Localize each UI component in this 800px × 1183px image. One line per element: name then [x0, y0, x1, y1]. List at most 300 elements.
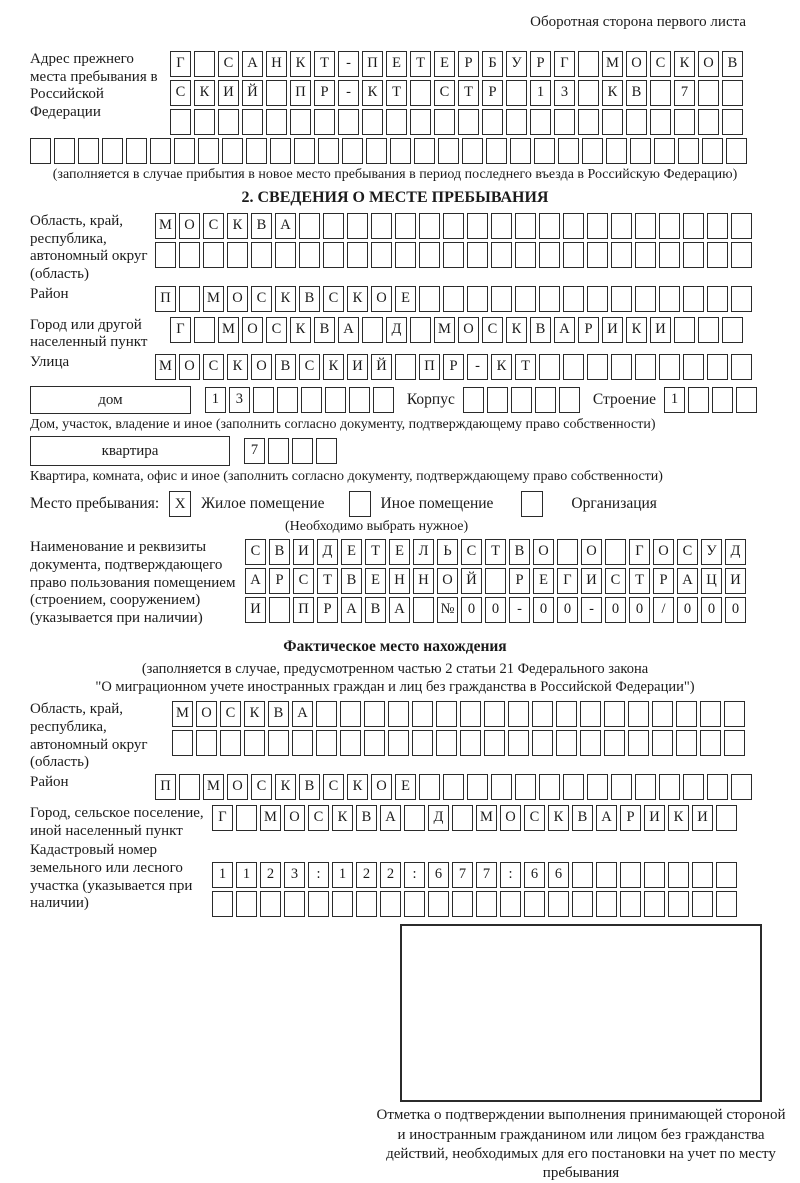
char-cell[interactable]: К: [332, 805, 353, 831]
char-cell[interactable]: [582, 138, 603, 164]
char-cell[interactable]: Т: [629, 568, 650, 594]
char-cell[interactable]: [587, 286, 608, 312]
char-cell[interactable]: [683, 354, 704, 380]
char-cell[interactable]: И: [602, 317, 623, 343]
char-cell[interactable]: [266, 80, 287, 106]
char-cell[interactable]: [260, 891, 281, 917]
char-cell[interactable]: К: [275, 286, 296, 312]
char-cell[interactable]: [395, 213, 416, 239]
house-field-box[interactable]: дом: [30, 386, 191, 414]
char-cell[interactable]: [700, 701, 721, 727]
char-cell[interactable]: В: [269, 539, 290, 565]
char-cell[interactable]: [172, 730, 193, 756]
char-cell[interactable]: -: [509, 597, 530, 623]
char-cell[interactable]: [676, 730, 697, 756]
char-cell[interactable]: Й: [371, 354, 392, 380]
char-cell[interactable]: [325, 387, 346, 413]
char-cell[interactable]: [557, 539, 578, 565]
char-cell[interactable]: О: [284, 805, 305, 831]
char-cell[interactable]: [506, 109, 527, 135]
char-cell[interactable]: [578, 109, 599, 135]
char-cell[interactable]: [724, 730, 745, 756]
char-cell[interactable]: [438, 138, 459, 164]
char-cell[interactable]: Т: [515, 354, 536, 380]
char-cell[interactable]: [388, 701, 409, 727]
char-cell[interactable]: Й: [242, 80, 263, 106]
char-cell[interactable]: 3: [229, 387, 250, 413]
char-cell[interactable]: [587, 213, 608, 239]
char-cell[interactable]: И: [725, 568, 746, 594]
char-cell[interactable]: [410, 109, 431, 135]
char-cell[interactable]: Р: [509, 568, 530, 594]
char-cell[interactable]: [404, 891, 425, 917]
char-cell[interactable]: 3: [554, 80, 575, 106]
char-cell[interactable]: [580, 701, 601, 727]
char-cell[interactable]: [290, 109, 311, 135]
char-cell[interactable]: Д: [317, 539, 338, 565]
char-cell[interactable]: [611, 286, 632, 312]
char-cell[interactable]: В: [572, 805, 593, 831]
char-cell[interactable]: 0: [485, 597, 506, 623]
char-cell[interactable]: [683, 213, 704, 239]
char-cell[interactable]: [443, 213, 464, 239]
char-cell[interactable]: [404, 805, 425, 831]
char-cell[interactable]: [212, 891, 233, 917]
char-cell[interactable]: [532, 730, 553, 756]
char-cell[interactable]: П: [155, 286, 176, 312]
char-cell[interactable]: [707, 286, 728, 312]
char-cell[interactable]: [539, 286, 560, 312]
char-cell[interactable]: Н: [389, 568, 410, 594]
char-cell[interactable]: [194, 317, 215, 343]
char-cell[interactable]: [443, 242, 464, 268]
char-cell[interactable]: О: [437, 568, 458, 594]
char-cell[interactable]: [635, 242, 656, 268]
char-cell[interactable]: О: [698, 51, 719, 77]
char-cell[interactable]: [54, 138, 75, 164]
char-cell[interactable]: В: [509, 539, 530, 565]
char-cell[interactable]: [386, 109, 407, 135]
char-cell[interactable]: А: [596, 805, 617, 831]
char-cell[interactable]: [659, 213, 680, 239]
char-cell[interactable]: [611, 774, 632, 800]
char-cell[interactable]: [668, 862, 689, 888]
char-cell[interactable]: [236, 891, 257, 917]
char-cell[interactable]: М: [203, 774, 224, 800]
char-cell[interactable]: [246, 138, 267, 164]
char-cell[interactable]: С: [650, 51, 671, 77]
char-cell[interactable]: В: [275, 354, 296, 380]
char-cell[interactable]: [722, 317, 743, 343]
char-cell[interactable]: 0: [605, 597, 626, 623]
char-cell[interactable]: Т: [317, 568, 338, 594]
char-cell[interactable]: 6: [548, 862, 569, 888]
char-cell[interactable]: [269, 597, 290, 623]
char-cell[interactable]: №: [437, 597, 458, 623]
char-cell[interactable]: М: [476, 805, 497, 831]
char-cell[interactable]: К: [290, 51, 311, 77]
char-cell[interactable]: [462, 138, 483, 164]
char-cell[interactable]: 1: [236, 862, 257, 888]
char-cell[interactable]: К: [674, 51, 695, 77]
char-cell[interactable]: [419, 286, 440, 312]
char-cell[interactable]: [340, 730, 361, 756]
char-cell[interactable]: [580, 730, 601, 756]
char-cell[interactable]: А: [242, 51, 263, 77]
char-cell[interactable]: Т: [458, 80, 479, 106]
char-cell[interactable]: [299, 242, 320, 268]
char-cell[interactable]: М: [218, 317, 239, 343]
char-cell[interactable]: К: [347, 286, 368, 312]
char-cell[interactable]: О: [626, 51, 647, 77]
char-cell[interactable]: [428, 891, 449, 917]
char-cell[interactable]: [724, 701, 745, 727]
char-cell[interactable]: [316, 701, 337, 727]
char-cell[interactable]: [587, 774, 608, 800]
char-cell[interactable]: [635, 354, 656, 380]
char-cell[interactable]: О: [179, 354, 200, 380]
char-cell[interactable]: [556, 730, 577, 756]
char-cell[interactable]: [698, 317, 719, 343]
char-cell[interactable]: В: [365, 597, 386, 623]
char-cell[interactable]: [510, 138, 531, 164]
char-cell[interactable]: [220, 730, 241, 756]
char-cell[interactable]: М: [155, 354, 176, 380]
char-cell[interactable]: О: [196, 701, 217, 727]
char-cell[interactable]: А: [292, 701, 313, 727]
char-cell[interactable]: [349, 387, 370, 413]
char-cell[interactable]: [731, 242, 752, 268]
char-cell[interactable]: [314, 109, 335, 135]
char-cell[interactable]: [606, 138, 627, 164]
char-cell[interactable]: [362, 109, 383, 135]
char-cell[interactable]: 6: [428, 862, 449, 888]
char-cell[interactable]: [487, 387, 508, 413]
char-cell[interactable]: [316, 730, 337, 756]
char-cell[interactable]: И: [218, 80, 239, 106]
char-cell[interactable]: [683, 774, 704, 800]
char-cell[interactable]: :: [308, 862, 329, 888]
char-cell[interactable]: 0: [629, 597, 650, 623]
char-cell[interactable]: [236, 805, 257, 831]
char-cell[interactable]: [511, 387, 532, 413]
char-cell[interactable]: С: [251, 286, 272, 312]
char-cell[interactable]: [467, 774, 488, 800]
char-cell[interactable]: [659, 286, 680, 312]
char-cell[interactable]: [485, 568, 506, 594]
char-cell[interactable]: [412, 701, 433, 727]
char-cell[interactable]: 7: [452, 862, 473, 888]
char-cell[interactable]: М: [155, 213, 176, 239]
char-cell[interactable]: [515, 213, 536, 239]
char-cell[interactable]: [371, 213, 392, 239]
char-cell[interactable]: [731, 286, 752, 312]
char-cell[interactable]: К: [194, 80, 215, 106]
char-cell[interactable]: И: [293, 539, 314, 565]
char-cell[interactable]: [556, 701, 577, 727]
char-cell[interactable]: [277, 387, 298, 413]
char-cell[interactable]: [596, 862, 617, 888]
char-cell[interactable]: О: [458, 317, 479, 343]
char-cell[interactable]: [722, 80, 743, 106]
char-cell[interactable]: [628, 701, 649, 727]
char-cell[interactable]: Е: [395, 774, 416, 800]
char-cell[interactable]: С: [461, 539, 482, 565]
char-cell[interactable]: [548, 891, 569, 917]
char-cell[interactable]: К: [275, 774, 296, 800]
char-cell[interactable]: [539, 774, 560, 800]
char-cell[interactable]: [102, 138, 123, 164]
char-cell[interactable]: [196, 730, 217, 756]
char-cell[interactable]: О: [371, 774, 392, 800]
char-cell[interactable]: [635, 774, 656, 800]
char-cell[interactable]: [460, 701, 481, 727]
char-cell[interactable]: -: [581, 597, 602, 623]
char-cell[interactable]: [692, 891, 713, 917]
char-cell[interactable]: [524, 891, 545, 917]
char-cell[interactable]: [731, 213, 752, 239]
char-cell[interactable]: [323, 242, 344, 268]
char-cell[interactable]: В: [251, 213, 272, 239]
char-cell[interactable]: [707, 242, 728, 268]
char-cell[interactable]: [707, 213, 728, 239]
char-cell[interactable]: И: [245, 597, 266, 623]
char-cell[interactable]: [674, 317, 695, 343]
char-cell[interactable]: [467, 213, 488, 239]
char-cell[interactable]: [484, 701, 505, 727]
char-cell[interactable]: С: [299, 354, 320, 380]
char-cell[interactable]: [371, 242, 392, 268]
char-cell[interactable]: 2: [260, 862, 281, 888]
char-cell[interactable]: [419, 213, 440, 239]
char-cell[interactable]: С: [266, 317, 287, 343]
char-cell[interactable]: [412, 730, 433, 756]
char-cell[interactable]: [644, 862, 665, 888]
char-cell[interactable]: 3: [284, 862, 305, 888]
char-cell[interactable]: [366, 138, 387, 164]
char-cell[interactable]: 1: [205, 387, 226, 413]
char-cell[interactable]: А: [275, 213, 296, 239]
char-cell[interactable]: [388, 730, 409, 756]
char-cell[interactable]: Р: [269, 568, 290, 594]
char-cell[interactable]: [716, 862, 737, 888]
char-cell[interactable]: Д: [725, 539, 746, 565]
char-cell[interactable]: [604, 730, 625, 756]
char-cell[interactable]: [515, 286, 536, 312]
stay-type-checkbox-organization[interactable]: [521, 491, 543, 517]
char-cell[interactable]: [463, 387, 484, 413]
char-cell[interactable]: [30, 138, 51, 164]
char-cell[interactable]: Р: [458, 51, 479, 77]
char-cell[interactable]: [436, 730, 457, 756]
char-cell[interactable]: [683, 286, 704, 312]
char-cell[interactable]: [338, 109, 359, 135]
char-cell[interactable]: П: [419, 354, 440, 380]
char-cell[interactable]: Р: [317, 597, 338, 623]
char-cell[interactable]: Р: [620, 805, 641, 831]
char-cell[interactable]: Ц: [701, 568, 722, 594]
char-cell[interactable]: [698, 80, 719, 106]
char-cell[interactable]: [395, 354, 416, 380]
char-cell[interactable]: [458, 109, 479, 135]
char-cell[interactable]: :: [404, 862, 425, 888]
char-cell[interactable]: Г: [629, 539, 650, 565]
char-cell[interactable]: [380, 891, 401, 917]
char-cell[interactable]: [532, 701, 553, 727]
char-cell[interactable]: [491, 774, 512, 800]
char-cell[interactable]: [578, 51, 599, 77]
char-cell[interactable]: [373, 387, 394, 413]
char-cell[interactable]: [611, 213, 632, 239]
stay-type-checkbox-residential[interactable]: X: [169, 491, 191, 517]
char-cell[interactable]: [419, 242, 440, 268]
char-cell[interactable]: [563, 774, 584, 800]
char-cell[interactable]: [294, 138, 315, 164]
char-cell[interactable]: [460, 730, 481, 756]
char-cell[interactable]: Е: [533, 568, 554, 594]
char-cell[interactable]: Е: [389, 539, 410, 565]
char-cell[interactable]: К: [506, 317, 527, 343]
char-cell[interactable]: С: [482, 317, 503, 343]
char-cell[interactable]: [342, 138, 363, 164]
char-cell[interactable]: [268, 438, 289, 464]
char-cell[interactable]: [476, 891, 497, 917]
char-cell[interactable]: -: [467, 354, 488, 380]
char-cell[interactable]: [716, 891, 737, 917]
char-cell[interactable]: [596, 891, 617, 917]
char-cell[interactable]: [332, 891, 353, 917]
char-cell[interactable]: [539, 354, 560, 380]
char-cell[interactable]: А: [338, 317, 359, 343]
char-cell[interactable]: О: [500, 805, 521, 831]
char-cell[interactable]: [700, 730, 721, 756]
char-cell[interactable]: В: [341, 568, 362, 594]
char-cell[interactable]: [198, 138, 219, 164]
char-cell[interactable]: Г: [170, 51, 191, 77]
char-cell[interactable]: [323, 213, 344, 239]
char-cell[interactable]: Р: [653, 568, 674, 594]
char-cell[interactable]: В: [314, 317, 335, 343]
char-cell[interactable]: [362, 317, 383, 343]
char-cell[interactable]: В: [626, 80, 647, 106]
char-cell[interactable]: 0: [461, 597, 482, 623]
char-cell[interactable]: 1: [664, 387, 685, 413]
char-cell[interactable]: [78, 138, 99, 164]
char-cell[interactable]: Р: [530, 51, 551, 77]
char-cell[interactable]: [316, 438, 337, 464]
char-cell[interactable]: М: [172, 701, 193, 727]
char-cell[interactable]: 0: [701, 597, 722, 623]
char-cell[interactable]: П: [362, 51, 383, 77]
char-cell[interactable]: [654, 138, 675, 164]
char-cell[interactable]: [674, 109, 695, 135]
char-cell[interactable]: К: [244, 701, 265, 727]
char-cell[interactable]: [722, 109, 743, 135]
char-cell[interactable]: О: [653, 539, 674, 565]
char-cell[interactable]: [194, 51, 215, 77]
char-cell[interactable]: [486, 138, 507, 164]
char-cell[interactable]: 2: [380, 862, 401, 888]
stay-type-checkbox-other[interactable]: [349, 491, 371, 517]
char-cell[interactable]: [410, 317, 431, 343]
char-cell[interactable]: А: [341, 597, 362, 623]
char-cell[interactable]: [179, 286, 200, 312]
char-cell[interactable]: [650, 109, 671, 135]
char-cell[interactable]: М: [602, 51, 623, 77]
char-cell[interactable]: [628, 730, 649, 756]
char-cell[interactable]: Т: [485, 539, 506, 565]
char-cell[interactable]: В: [356, 805, 377, 831]
char-cell[interactable]: [539, 213, 560, 239]
char-cell[interactable]: [515, 242, 536, 268]
char-cell[interactable]: К: [668, 805, 689, 831]
char-cell[interactable]: [364, 730, 385, 756]
char-cell[interactable]: [587, 242, 608, 268]
char-cell[interactable]: [194, 109, 215, 135]
char-cell[interactable]: [731, 774, 752, 800]
char-cell[interactable]: [253, 387, 274, 413]
char-cell[interactable]: [414, 138, 435, 164]
apartment-field-box[interactable]: квартира: [30, 436, 230, 466]
char-cell[interactable]: 2: [356, 862, 377, 888]
char-cell[interactable]: [484, 730, 505, 756]
char-cell[interactable]: [635, 213, 656, 239]
char-cell[interactable]: [491, 242, 512, 268]
char-cell[interactable]: [150, 138, 171, 164]
char-cell[interactable]: Т: [410, 51, 431, 77]
char-cell[interactable]: [491, 213, 512, 239]
char-cell[interactable]: [572, 862, 593, 888]
char-cell[interactable]: [554, 109, 575, 135]
char-cell[interactable]: [292, 438, 313, 464]
char-cell[interactable]: Е: [434, 51, 455, 77]
char-cell[interactable]: [620, 891, 641, 917]
char-cell[interactable]: [318, 138, 339, 164]
char-cell[interactable]: К: [227, 213, 248, 239]
char-cell[interactable]: [650, 80, 671, 106]
char-cell[interactable]: [203, 242, 224, 268]
char-cell[interactable]: П: [155, 774, 176, 800]
char-cell[interactable]: [434, 109, 455, 135]
char-cell[interactable]: А: [380, 805, 401, 831]
char-cell[interactable]: 6: [524, 862, 545, 888]
char-cell[interactable]: Н: [266, 51, 287, 77]
char-cell[interactable]: 0: [725, 597, 746, 623]
char-cell[interactable]: С: [251, 774, 272, 800]
char-cell[interactable]: [630, 138, 651, 164]
char-cell[interactable]: [268, 730, 289, 756]
char-cell[interactable]: [539, 242, 560, 268]
char-cell[interactable]: [218, 109, 239, 135]
char-cell[interactable]: [356, 891, 377, 917]
char-cell[interactable]: В: [299, 286, 320, 312]
char-cell[interactable]: [491, 286, 512, 312]
char-cell[interactable]: С: [524, 805, 545, 831]
char-cell[interactable]: Е: [341, 539, 362, 565]
char-cell[interactable]: Г: [557, 568, 578, 594]
char-cell[interactable]: А: [389, 597, 410, 623]
char-cell[interactable]: С: [434, 80, 455, 106]
char-cell[interactable]: С: [308, 805, 329, 831]
char-cell[interactable]: С: [323, 286, 344, 312]
char-cell[interactable]: [707, 354, 728, 380]
char-cell[interactable]: [736, 387, 757, 413]
char-cell[interactable]: Д: [386, 317, 407, 343]
char-cell[interactable]: С: [203, 354, 224, 380]
char-cell[interactable]: [611, 354, 632, 380]
char-cell[interactable]: А: [554, 317, 575, 343]
char-cell[interactable]: [563, 354, 584, 380]
